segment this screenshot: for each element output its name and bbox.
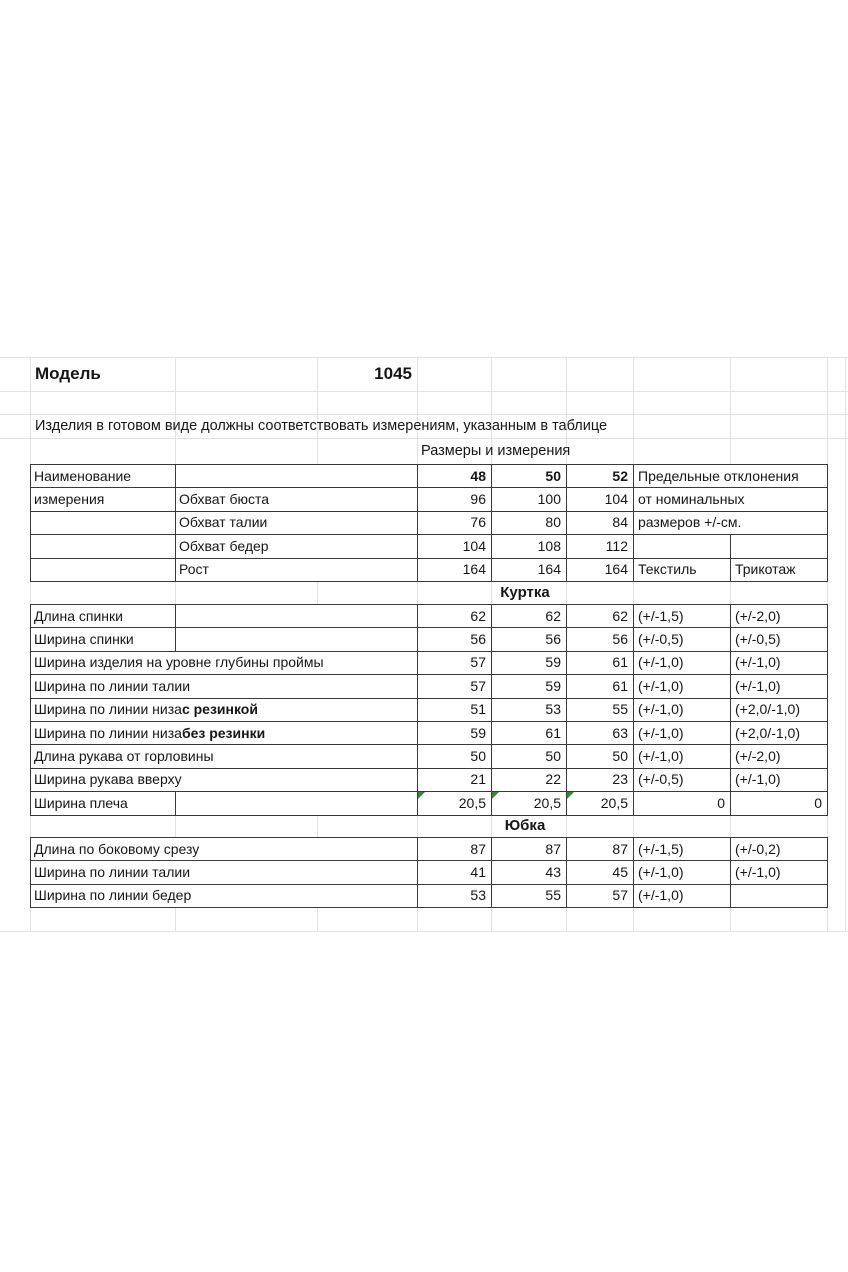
row-value-cell: 20,5 (418, 792, 492, 815)
empty-cell (176, 465, 418, 488)
row-value-cell: 55 (492, 885, 567, 908)
cell-text: Ширина по линии низа (34, 724, 182, 741)
size-header-cell-52: 52 (567, 465, 634, 488)
tolerance-knit-cell: (+/-2,0) (731, 745, 828, 768)
row-value-cell: 59 (418, 722, 492, 745)
gridline-vertical (845, 357, 846, 931)
row-value-cell: 53 (418, 885, 492, 908)
row-value-cell: 56 (567, 628, 634, 651)
measure-label-cell: Обхват талии (176, 512, 418, 535)
row-value-cell: 51 (418, 699, 492, 722)
measure-value-cell: 96 (418, 488, 492, 511)
tolerance-textile-cell: (+/-1,5) (634, 605, 731, 628)
tolerance-textile-cell: (+/-1,0) (634, 745, 731, 768)
measure-value-cell: 112 (567, 535, 634, 558)
model-number: 1045 (374, 364, 412, 383)
tolerance-knit-cell: (+/-1,0) (731, 861, 828, 884)
empty-cell (176, 792, 418, 815)
tolerance-knit-cell: 0 (731, 792, 828, 815)
empty-cell (176, 628, 418, 651)
tolerance-knit-cell: (+/-1,0) (731, 675, 828, 698)
tolerance-textile-cell: (+/-1,0) (634, 675, 731, 698)
row-value-cell: 61 (567, 675, 634, 698)
error-flag-icon (492, 792, 499, 799)
row-value-cell: 62 (492, 605, 567, 628)
measure-value-cell: 84 (567, 512, 634, 535)
cell-text: Ширина по линии низа (34, 701, 182, 718)
section-title-jacket: Куртка (500, 584, 550, 601)
size-header-cell-50: 50 (492, 465, 567, 488)
row-value-cell: 61 (567, 652, 634, 675)
row-label-cell: Длина спинки (31, 605, 176, 628)
tolerance-header-cell: от номинальных (634, 488, 828, 511)
row-value-cell: 56 (418, 628, 492, 651)
measure-value-cell: 80 (492, 512, 567, 535)
jacket-measurements-table (30, 604, 828, 816)
row-value-cell: 61 (492, 722, 567, 745)
row-label-cell: Ширина спинки (31, 628, 176, 651)
row-label-cell: Ширина рукава вверху (31, 769, 418, 792)
gridline-horizontal (0, 931, 848, 932)
material-header-cell: Текстиль (634, 559, 731, 582)
row-value-cell: 21 (418, 769, 492, 792)
tolerance-knit-cell: (+/-0,5) (731, 628, 828, 651)
measure-label-cell: Обхват бедер (176, 535, 418, 558)
row-label-cell: Ширина по линии бедер (31, 885, 418, 908)
name-header-cell: Наименование (31, 465, 176, 488)
row-label-cell: Длина рукава от горловины (31, 745, 418, 768)
row-value-cell: 59 (492, 675, 567, 698)
row-label-cell: Ширина по линии талии (31, 861, 418, 884)
measure-label-cell: Рост (176, 559, 418, 582)
cell-text-bold: без резинки (181, 724, 266, 741)
measure-value-cell: 76 (418, 512, 492, 535)
tolerance-textile-cell: (+/-1,0) (634, 885, 731, 908)
tolerance-knit-cell: (+2,0/-1,0) (731, 699, 828, 722)
tolerance-textile-cell: 0 (634, 792, 731, 815)
tolerance-knit-cell (731, 885, 828, 908)
empty-cell (176, 605, 418, 628)
material-header-cell: Трикотаж (731, 559, 828, 582)
tolerance-textile-cell: (+/-1,0) (634, 652, 731, 675)
measure-value-cell: 164 (418, 559, 492, 582)
tolerance-textile-cell: (+/-1,0) (634, 699, 731, 722)
tolerance-knit-cell: (+/-1,0) (731, 769, 828, 792)
error-flag-icon (567, 792, 574, 799)
row-label-cell: Ширина плеча (31, 792, 176, 815)
section-title-skirt: Юбка (504, 817, 546, 834)
row-value-cell: 62 (567, 605, 634, 628)
gridline-horizontal (0, 391, 848, 392)
row-value-cell: 43 (492, 861, 567, 884)
measure-value-cell: 108 (492, 535, 567, 558)
row-value-cell: 87 (418, 838, 492, 861)
tolerance-knit-cell: (+2,0/-1,0) (731, 722, 828, 745)
tolerance-knit-cell: (+/-2,0) (731, 605, 828, 628)
cell-text-bold: с резинкой (181, 701, 258, 718)
row-value-cell: 57 (567, 885, 634, 908)
row-label-cell: Ширина по линии талии (31, 675, 418, 698)
row-value-cell: 57 (418, 675, 492, 698)
empty-cell (31, 535, 176, 558)
tolerance-header-cell: Предельные отклонения (634, 465, 828, 488)
note-text: Изделия в готовом виде должны соответствовать измерениям, указанным в таблице (35, 418, 608, 434)
row-label-cell (31, 699, 418, 722)
row-label-cell: Ширина изделия на уровне глубины проймы (31, 652, 418, 675)
row-value-cell: 87 (567, 838, 634, 861)
measure-value-cell: 104 (567, 488, 634, 511)
row-value-cell: 22 (492, 769, 567, 792)
row-value-cell: 56 (492, 628, 567, 651)
row-label-cell (31, 722, 418, 745)
table-title: Размеры и измерения (421, 443, 571, 459)
row-value-cell: 59 (492, 652, 567, 675)
empty-cell (634, 535, 731, 558)
empty-cell (31, 559, 176, 582)
row-value-cell: 20,5 (567, 792, 634, 815)
sizes-measurements-table (30, 464, 828, 582)
row-value-cell: 50 (492, 745, 567, 768)
gridline-horizontal (0, 357, 848, 358)
skirt-measurements-table (30, 837, 828, 908)
model-label: Модель (35, 364, 101, 383)
row-value-cell: 53 (492, 699, 567, 722)
measure-value-cell: 164 (567, 559, 634, 582)
name-header-cell-line2: измерения (31, 488, 176, 511)
row-value-cell: 62 (418, 605, 492, 628)
row-value-cell: 45 (567, 861, 634, 884)
row-value-cell: 23 (567, 769, 634, 792)
row-value-cell: 50 (418, 745, 492, 768)
size-header-cell-48: 48 (418, 465, 492, 488)
tolerance-textile-cell: (+/-0,5) (634, 769, 731, 792)
row-label-cell: Длина по боковому срезу (31, 838, 418, 861)
row-value-cell: 55 (567, 699, 634, 722)
measure-value-cell: 104 (418, 535, 492, 558)
tolerance-textile-cell: (+/-0,5) (634, 628, 731, 651)
error-flag-icon (418, 792, 425, 799)
row-value-cell: 63 (567, 722, 634, 745)
row-value-cell: 50 (567, 745, 634, 768)
row-value-cell: 87 (492, 838, 567, 861)
tolerance-knit-cell: (+/-1,0) (731, 652, 828, 675)
row-value-cell: 20,5 (492, 792, 567, 815)
tolerance-textile-cell: (+/-1,0) (634, 722, 731, 745)
tolerance-textile-cell: (+/-1,0) (634, 861, 731, 884)
measure-label-cell: Обхват бюста (176, 488, 418, 511)
measure-value-cell: 164 (492, 559, 567, 582)
row-value-cell: 57 (418, 652, 492, 675)
measure-value-cell: 100 (492, 488, 567, 511)
tolerance-header-cell: размеров +/-см. (634, 512, 828, 535)
tolerance-textile-cell: (+/-1,5) (634, 838, 731, 861)
row-value-cell: 41 (418, 861, 492, 884)
tolerance-knit-cell: (+/-0,2) (731, 838, 828, 861)
empty-cell (731, 535, 828, 558)
empty-cell (31, 512, 176, 535)
